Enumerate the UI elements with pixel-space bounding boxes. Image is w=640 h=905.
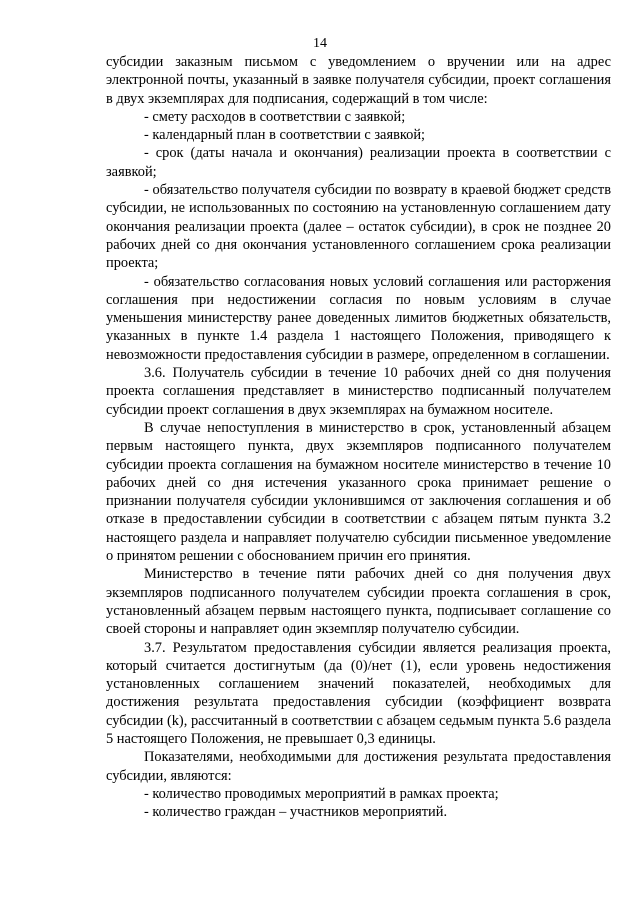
document-body [106, 53, 611, 821]
paragraph: 3.6. Получатель субсидии в течение 10 рабочих дней со дня получения проекта соглашения представляет в министерство подписанный получателем субсидии проект соглашения в двух экземплярах на бумажном носителе. [106, 365, 611, 418]
list-item: - смету расходов в соответствии с заявкой; [144, 108, 406, 125]
list-item: - обязательство получателя субсидии по возврату в краевой бюджет средств субсидии, не использованных по состоянию на установленную соглашением дату окончания реализации проекта (далее – остаток субсидии), в срок не позднее 20 рабочих дней со дня окончания установленного соглашением срока реализации проекта; [106, 182, 611, 272]
paragraph: Министерство в течение пяти рабочих дней со дня получения двух экземпляров подписанного получателем субсидии проекта соглашения в срок, установленный абзацем первым настоящего пункта, подписывает соглашение со своей стороны и направляет один экземпляр получателю субсидии. [106, 566, 611, 638]
paragraph: Показателями, необходимыми для достижения результата предоставления субсидии, являются: [106, 749, 611, 784]
list-item: - количество граждан – участников мероприятий. [144, 804, 448, 821]
list-item: - количество проводимых мероприятий в рамках проекта; [144, 785, 499, 802]
list-item: - обязательство согласования новых условий соглашения или расторжения соглашения при недостижении согласия по новым условиям в случае уменьшения министерству ранее доведенных лимитов бюджетных обязательств, указанных в пункте 1.4 раздела 1 настоящего Положения, приводящего к невозможности предоставления субсидии в размере, определенном в соглашении. [106, 273, 611, 363]
paragraph: В случае непоступления в министерство в срок, установленный абзацем первым настоящего пункта, двух экземпляров подписанного получателем субсидии проекта соглашения на бумажном носителе министерство в течение 10 рабочих дней со дня истечения указанного срока принимает решение о признании получателя субсидии уклонившимся от заключения соглашения и об отказе в предоставлении субсидии в соответствии с абзацем пятым пункта 3.2 настоящего раздела и направляет получателю субсидии письменное уведомление о принятом решении с обоснованием причин его принятия. [106, 419, 611, 565]
paragraph: 3.7. Результатом предоставления субсидии является реализация проекта, который считается достигнутым (да (0)/нет (1), если уровень недостижения установленных соглашением значений показателей, необходимых для достижения результата предоставления субсидии (коэффициент возврата субсидии (k), рассчитанный в соответствии с абзацем седьмым пункта 5.6 раздела 5 настоящего Положения, не превышает 0,3 единицы. [106, 639, 611, 747]
list-item: - календарный план в соответствии с заявкой; [144, 127, 426, 144]
page-number: 14 [313, 36, 327, 51]
list-item: - срок (даты начала и окончания) реализации проекта в соответствии с заявкой; [106, 145, 611, 180]
paragraph: субсидии заказным письмом с уведомлением о вручении или на адрес электронной почты, указанный в заявке получателя субсидии, проект соглашения в двух экземплярах для подписания, содержащий в том числе: [106, 54, 611, 107]
